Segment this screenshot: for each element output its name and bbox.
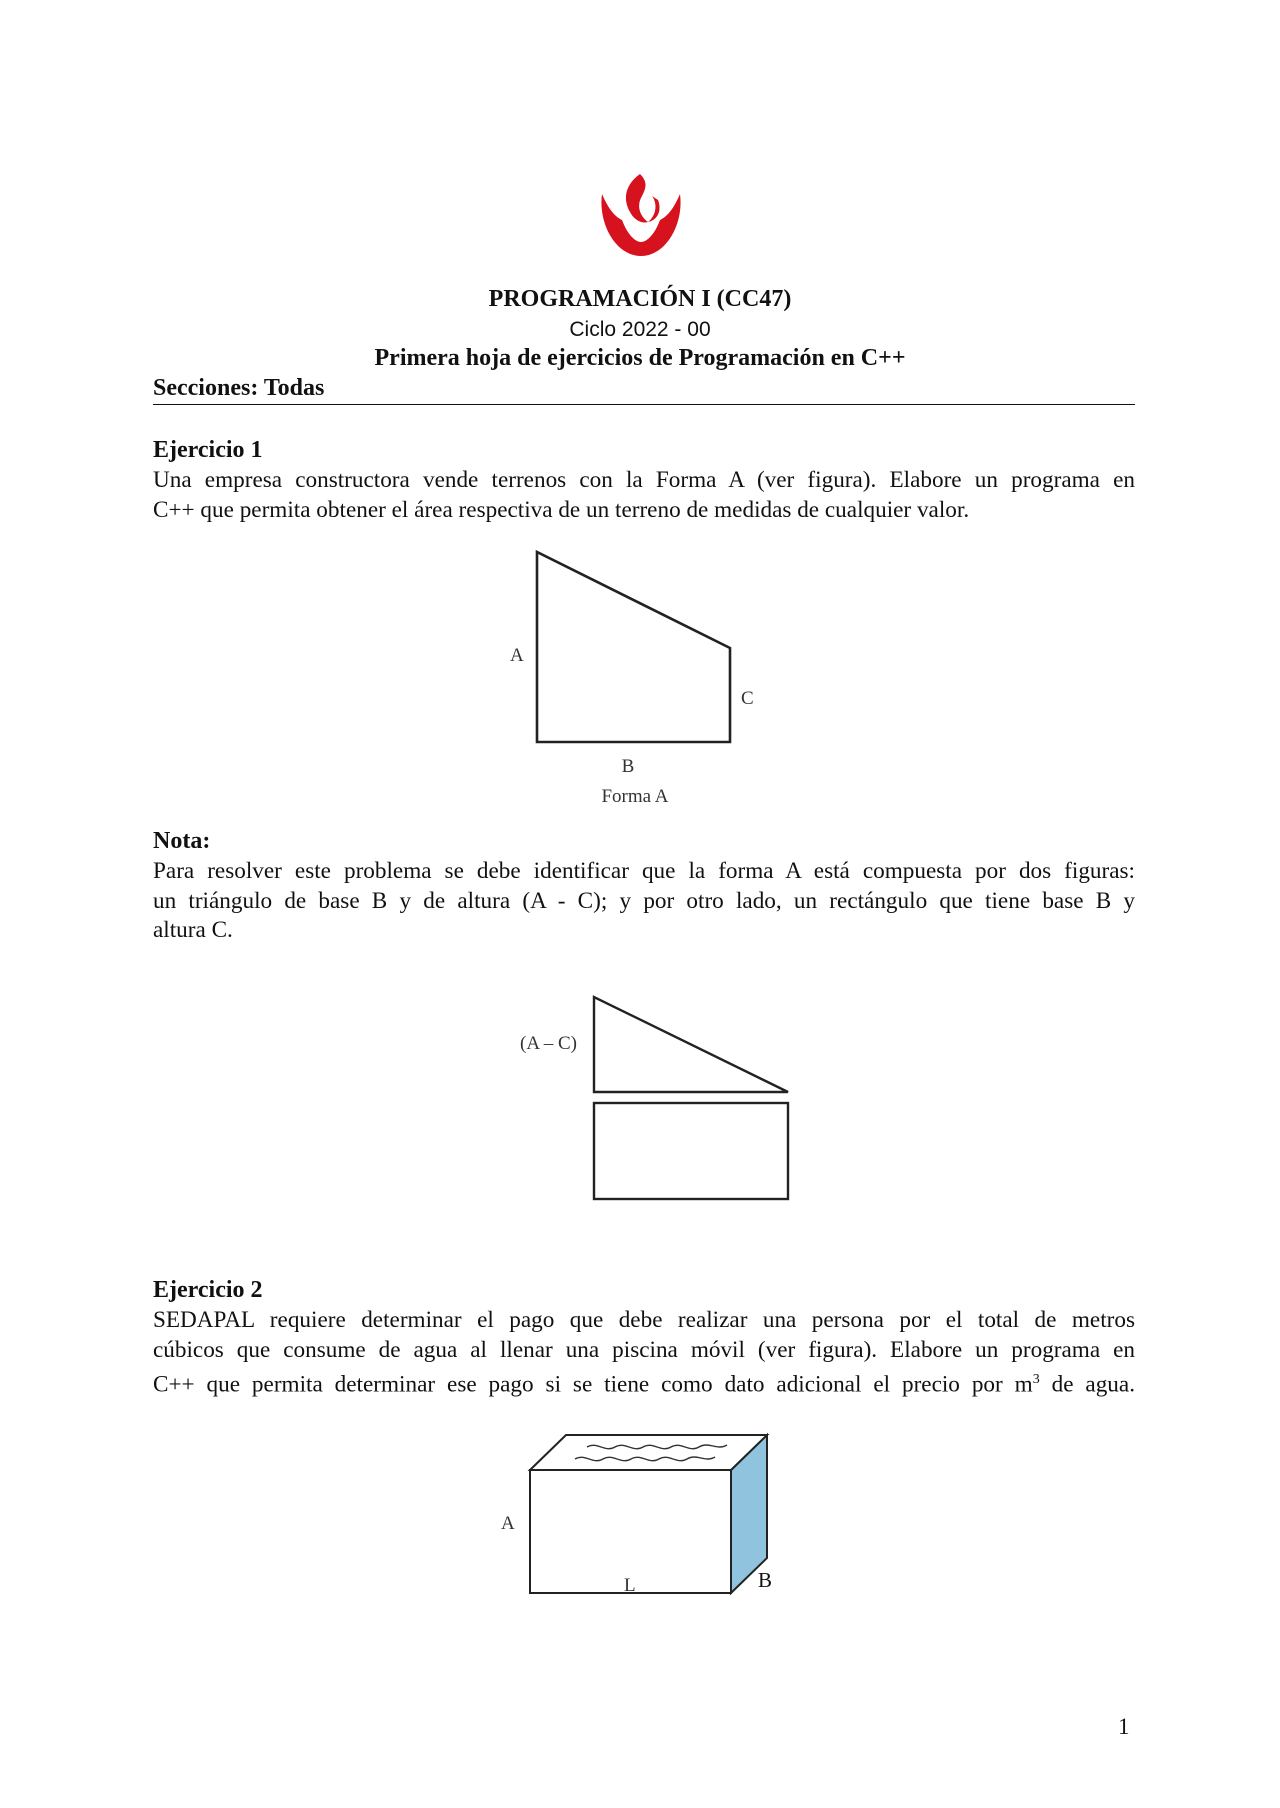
cycle-label: Ciclo 2022 - 00 <box>569 318 711 341</box>
note-line: un triángulo de base B y de altura (A - C); y por otro lado, un rectángulo que tiene base B y <box>153 887 1135 914</box>
sections-label: Secciones: Todas <box>153 375 325 401</box>
exercise1-text <box>153 466 1135 525</box>
course-title: PROGRAMACIÓN I (CC47) <box>488 286 792 312</box>
note-line: altura C. <box>153 917 233 943</box>
note-heading: Nota: <box>153 828 211 854</box>
exercise2-line-suffix: de agua. <box>1039 1371 1135 1398</box>
note-text <box>153 857 1135 946</box>
label-c: C <box>741 688 754 709</box>
label-a: A <box>501 1513 515 1534</box>
header-divider <box>153 404 1135 405</box>
label-a: A <box>510 645 524 666</box>
figure-forma-a <box>500 540 760 820</box>
page-number: 1 <box>1118 1714 1130 1739</box>
label-b: B <box>621 756 635 777</box>
exercise2-heading: Ejercicio 2 <box>153 1277 263 1303</box>
figure-pool <box>495 1425 795 1605</box>
label-b: B <box>758 1568 773 1592</box>
document-subtitle: Primera hoja de ejercicios de Programación en C++ <box>374 345 906 371</box>
exercise2-last-line <box>153 1365 1135 1400</box>
exercise2-line: cúbicos que consume de agua al llenar una piscina móvil (ver figura). Elabore un programa en <box>153 1336 1135 1363</box>
exercise2-text <box>153 1306 1135 1400</box>
exercise2-line: SEDAPAL requiere determinar el pago que debe realizar una persona por el total de metros <box>153 1307 1135 1333</box>
university-logo <box>596 172 686 258</box>
exercise1-line: Una empresa constructora vende terrenos con la Forma A (ver figura). Elabore un programa en <box>153 467 1135 493</box>
figure-decomposition <box>510 985 800 1205</box>
exercise1-line: C++ que permita obtener el área respectiva de un terreno de medidas de cualquier valor. <box>153 496 970 523</box>
exercise1-heading: Ejercicio 1 <box>153 437 263 463</box>
exercise2-line-text: C++ que permita determinar ese pago si se tiene como dato adicional el precio por m <box>153 1371 1033 1398</box>
note-line: Para resolver este problema se debe identificar que la forma A está compuesta por dos figuras: <box>153 858 1135 884</box>
label-l: L <box>624 1575 636 1596</box>
superscript-3: 3 <box>1032 1372 1040 1387</box>
figure-caption: Forma A <box>601 786 669 807</box>
label-a-minus-c: (A – C) <box>520 1033 577 1054</box>
